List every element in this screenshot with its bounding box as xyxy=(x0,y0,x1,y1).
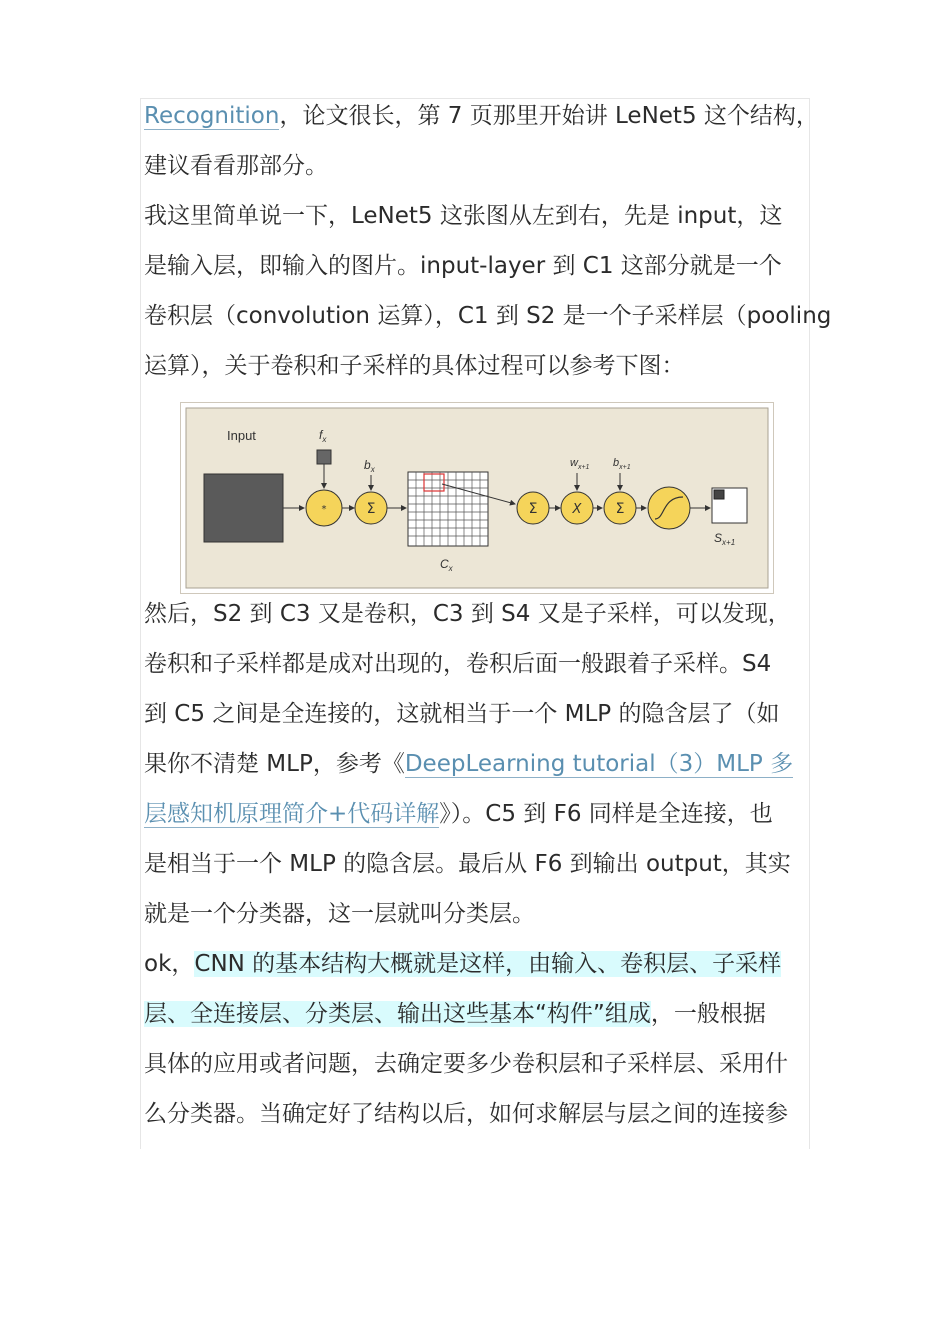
svg-text:Σ: Σ xyxy=(366,501,376,517)
svg-text:Σ: Σ xyxy=(528,501,538,517)
paragraph4-line2: 层、全连接层、分类层、输出这些基本“构件”组成，一般根据 xyxy=(144,1001,766,1027)
paragraph1-line1: Recognition，论文很长，第 7 页那里开始讲 LeNet5 这个结构， xyxy=(144,103,819,129)
svg-text:*: * xyxy=(321,504,327,515)
paragraph3-line4: 果你不清楚 MLP，参考《DeepLearning tutorial（3）MLP 多 xyxy=(144,751,794,777)
paragraph2-line2: 是输入层，即输入的图片。input-layer 到 C1 这部分就是一个 xyxy=(144,253,782,279)
conv-pooling-figure xyxy=(180,402,774,594)
paragraph2-line1: 我这里简单说一下，LeNet5 这张图从左到右，先是 input，这 xyxy=(144,203,783,229)
recognition-link[interactable]: Recognition xyxy=(144,103,280,129)
paragraph1-line2: 建议看看那部分。 xyxy=(144,153,328,179)
w-label: $w_{x+1}$ xyxy=(570,457,590,471)
b2-label: $b_{x+1}$ xyxy=(613,457,631,471)
highlight-text-cont: 层、全连接层、分类层、输出这些基本“构件”组成 xyxy=(144,1001,651,1027)
paragraph3-line2: 卷积和子采样都是成对出现的，卷积后面一般跟着子采样。S4 xyxy=(144,651,772,677)
highlight-text: CNN 的基本结构大概就是这样，由输入、卷积层、子采样 xyxy=(194,951,782,977)
paragraph3-line7: 就是一个分类器，这一层就叫分类层。 xyxy=(144,901,535,927)
sigmoid-node xyxy=(648,487,690,529)
input-image xyxy=(204,474,283,542)
paragraph2-line4: 运算），关于卷积和子采样的具体过程可以参考下图： xyxy=(144,353,685,379)
fx-label: $f_x$ xyxy=(319,428,327,444)
text-block-top xyxy=(144,91,832,391)
feature-map-grid xyxy=(408,472,488,546)
text-block-bottom xyxy=(144,589,814,1139)
paragraph2-line3: 卷积层（convolution 运算），C1 到 S2 是一个子采样层（pooling xyxy=(144,303,832,329)
paragraph3-line3: 到 C5 之间是全连接的，这就相当于一个 MLP 的隐含层了（如 xyxy=(144,701,780,727)
paragraph3-line5: 层感知机原理简介+代码详解》）。C5 到 F6 同样是全连接，也 xyxy=(144,801,773,827)
mlp-tutorial-link-cont[interactable]: 层感知机原理简介+代码详解 xyxy=(144,801,440,827)
paragraph3-line6: 是相当于一个 MLP 的隐含层。最后从 F6 到输出 output，其实 xyxy=(144,851,791,877)
s-label: $S_{x+1}$ xyxy=(714,531,736,547)
mlp-tutorial-link[interactable]: DeepLearning tutorial（3）MLP 多 xyxy=(404,751,794,777)
cx-label: $C_x$ xyxy=(440,557,453,573)
input-label: Input xyxy=(227,428,256,443)
svg-text:X: X xyxy=(572,502,582,517)
bx-label: $b_x$ xyxy=(364,458,375,474)
paragraph3-line1: 然后，S2 到 C3 又是卷积，C3 到 S4 又是子采样，可以发现， xyxy=(144,601,791,627)
paragraph4-line1: ok，CNN 的基本结构大概就是这样，由输入、卷积层、子采样 xyxy=(144,951,782,977)
filter-box xyxy=(317,450,331,464)
paragraph4-line3: 具体的应用或者问题，去确定要多少卷积层和子采样层、采用什 xyxy=(144,1051,788,1077)
paragraph4-line4: 么分类器。当确定好了结构以后，如何求解层与层之间的连接参 xyxy=(144,1101,788,1127)
svg-text:Σ: Σ xyxy=(615,501,625,517)
